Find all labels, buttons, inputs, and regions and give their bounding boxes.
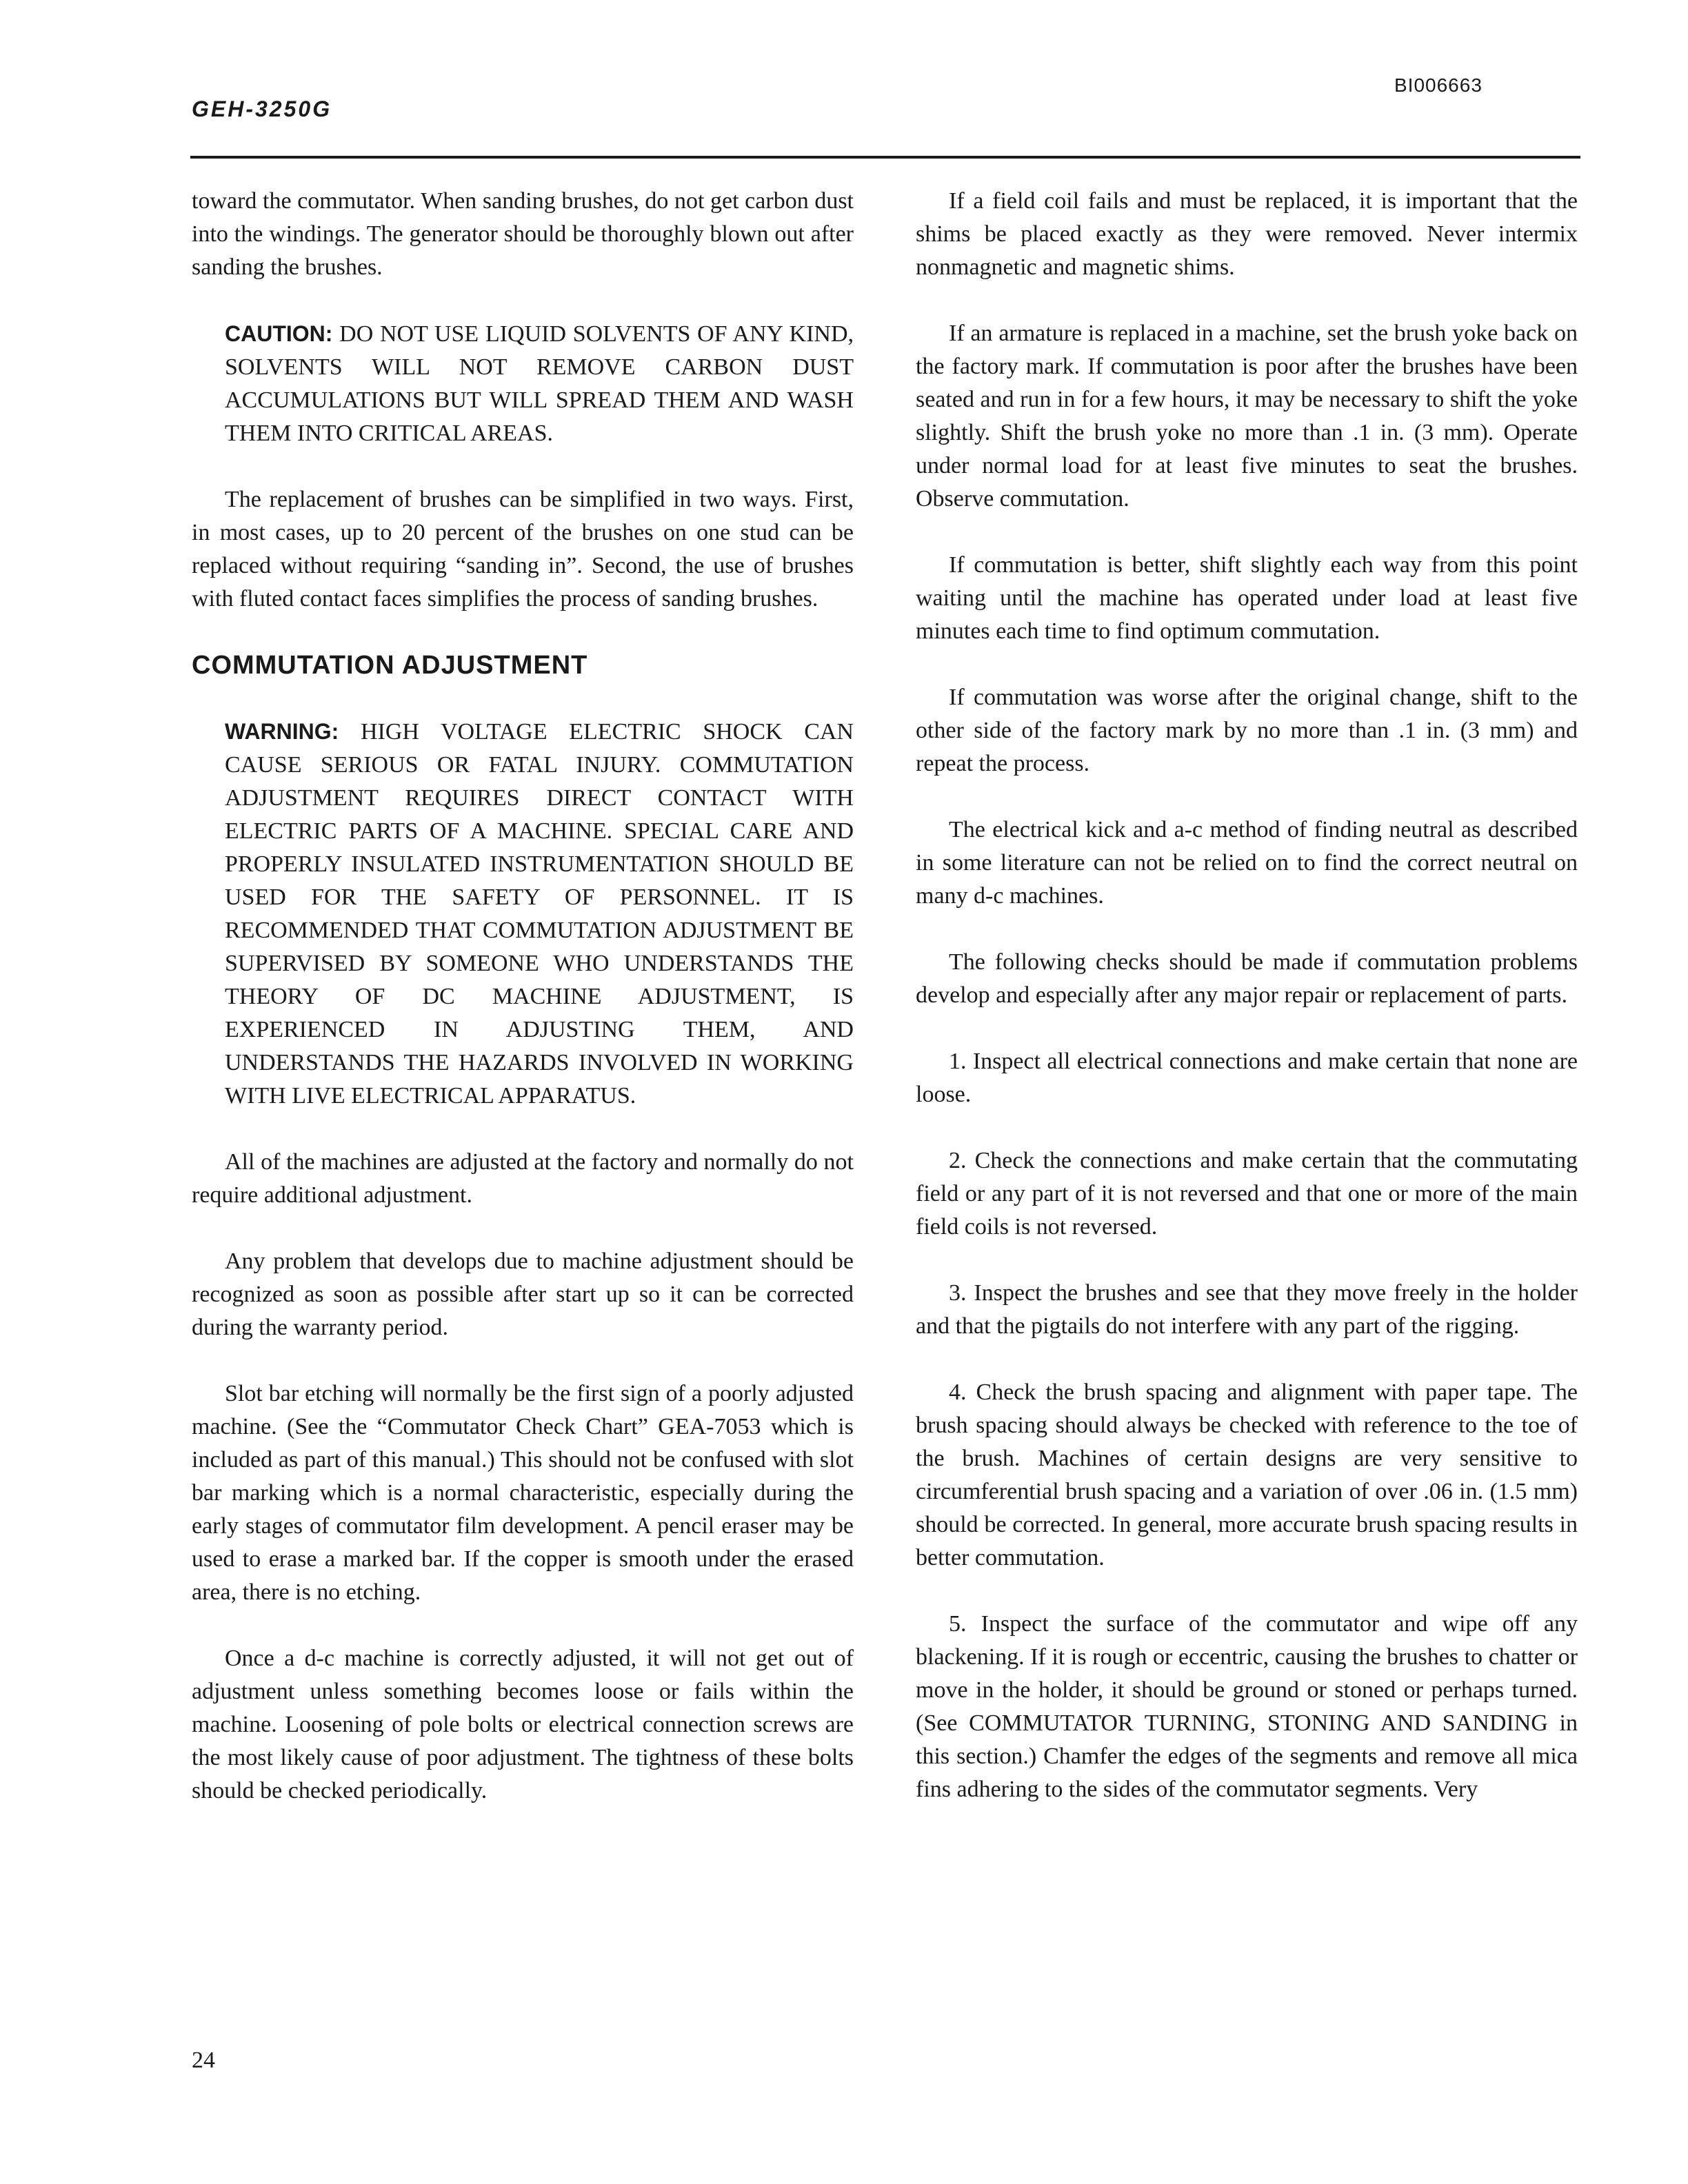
document-code: GEH-3250G (192, 97, 332, 121)
warning-notice (225, 715, 854, 1113)
paragraph-following-checks: The following checks should be made if commutation problems develop and especially after any major repair or replacement of parts. (916, 949, 1578, 1008)
paragraph-commutation-worse: If commutation was worse after the original change, shift to the other side of the factory mark by no more than .1 in. (3 mm) and repeat the process. (916, 685, 1578, 776)
caution-notice (225, 317, 854, 450)
paragraph-warranty: Any problem that develops due to machine adjustment should be recognized as soon as possible after start up so it can be corrected during the warranty period. (192, 1248, 854, 1340)
warning-text: HIGH VOLTAGE ELECTRIC SHOCK CAN CAUSE SERIOUS OR FATAL INJURY. COMMUTATION ADJUSTMENT REQUIRES DIRECT CONTACT WITH ELECTRIC PARTS OF A MACHINE. SPECIAL CARE AND PROPERLY INSULATED INSTRUMENTATION SHOULD BE USED FOR THE SAFETY OF PERSONNEL. IT IS RECOMMENDED THAT COMMUTATION ADJUSTMENT BE SUPERVISED BY SOMEONE WHO UNDERSTANDS THE THEORY OF DC MACHINE ADJUSTMENT, IS EXPERIENCED IN ADJUSTING THEM, AND UNDERSTANDS THE HAZARDS INVOLVED IN WORKING WITH LIVE ELECTRICAL APPARATUS. (225, 719, 854, 1109)
check-item-4: 4. Check the brush spacing and alignment with paper tape. The brush spacing should always be checked with reference to the toe of the brush. Machines of certain designs are very sensitive to circumferential brush spacing and a variation of over .06 in. (1.5 mm) should be corrected. In general, more accurate brush spacing results in better commutation. (916, 1379, 1578, 1570)
paragraph-finding-neutral: The electrical kick and a-c method of finding neutral as described in some literature can not be relied on to find the correct neutral on many d-c machines. (916, 817, 1578, 909)
paragraph-field-coil: If a field coil fails and must be replaced, it is important that the shims be placed exactly as they were removed. Never intermix nonmagnetic and magnetic shims. (916, 188, 1578, 280)
caution-text: DO NOT USE LIQUID SOLVENTS OF ANY KIND, SOLVENTS WILL NOT REMOVE CARBON DUST ACCUMULATIONS BUT WILL SPREAD THEM AND WASH THEM INTO CRITICAL AREAS. (225, 321, 854, 446)
section-heading: COMMUTATION ADJUSTMENT (192, 651, 588, 680)
check-item-1: 1. Inspect all electrical connections and make certain that none are loose. (916, 1049, 1578, 1107)
check-item-2: 2. Check the connections and make certain that the commutating field or any part of it is not reversed and that one or more of the main field coils is not reversed. (916, 1148, 1578, 1240)
check-item-5: 5. Inspect the surface of the commutator and wipe off any blackening. If it is rough or eccentric, causing the brushes to chatter or move in the holder, it should be ground or stoned or perhaps turned. (See COMMUTATOR TURNING, STONING AND SANDING in this section.) Chamfer the edges of the segments and remove all mica fins adhering to the sides of the commutator segments. Very (916, 1611, 1578, 1802)
left-column (192, 185, 854, 1841)
paragraph-brush-replacement: The replacement of brushes can be simplified in two ways. First, in most cases, up to 20 percent of the brushes on one stud can be replaced without requiring “sanding in”. Second, the use of brushes with fluted contact faces simplifies the process of sanding brushes. (192, 487, 854, 611)
paragraph-commutation-better: If commutation is better, shift slightly each way from this point waiting until the machine has operated under load at least five minutes each time to find optimum commutation. (916, 552, 1578, 644)
paragraph-continued: toward the commutator. When sanding brushes, do not get carbon dust into the windings. The generator should be thoroughly blown out after sanding the brushes. (192, 188, 854, 280)
paragraph-slot-bar-etching: Slot bar etching will normally be the first sign of a poorly adjusted machine. (See the “Commutator Check Chart” GEA-7053 which is included as part of this manual.) This should not be confused with slot bar marking which is a normal characteristic, especially during the early stages of commutator film development. A pencil eraser may be used to erase a marked bar. If the copper is smooth under the erased area, there is no etching. (192, 1381, 854, 1605)
caution-label: CAUTION: (225, 321, 333, 346)
paragraph-factory-adjusted: All of the machines are adjusted at the factory and normally do not require additional adjustment. (192, 1149, 854, 1208)
page-number: 24 (192, 2048, 215, 2073)
document-id: BI006663 (1394, 74, 1483, 96)
paragraph-adjustment-loss: Once a d-c machine is correctly adjusted, it will not get out of adjustment unless something becomes loose or fails within the machine. Loosening of pole bolts or electrical connection screws are the most likely cause of poor adjustment. The tightness of these bolts should be checked periodically. (192, 1646, 854, 1803)
paragraph-armature-replaced: If an armature is replaced in a machine, set the brush yoke back on the factory mark. If commutation is poor after the brushes have been seated and run in for a few hours, it may be necessary to shift the yoke slightly. Shift the brush yoke no more than .1 in. (3 mm). Operate under normal load for at least five minutes to seat the brushes. Observe commutation. (916, 321, 1578, 512)
warning-label: WARNING: (225, 719, 339, 744)
right-column (916, 185, 1578, 1839)
header-rule (190, 156, 1580, 159)
check-item-3: 3. Inspect the brushes and see that they move freely in the holder and that the pigtails do not interfere with any part of the rigging. (916, 1280, 1578, 1339)
